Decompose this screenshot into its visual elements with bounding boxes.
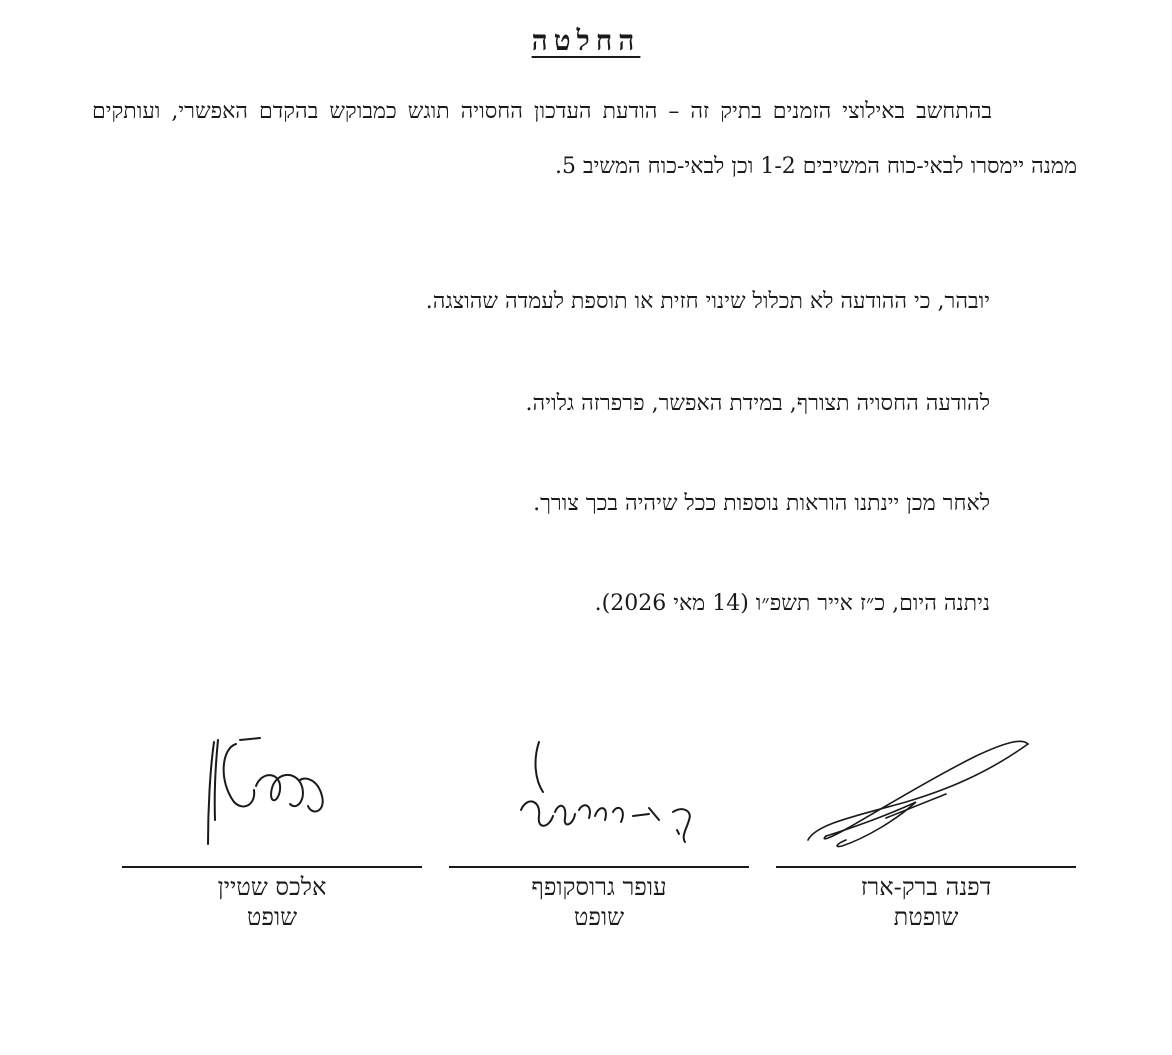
paragraph-further-instructions: לאחר מכן יינתנו הוראות נוספות ככל שיהיה בכך צורך.	[533, 491, 990, 516]
signer-name: אלכס שטיין	[217, 873, 327, 901]
signer-name: עופר גרוסקופף	[531, 873, 667, 901]
signature-line	[449, 866, 749, 868]
signature-line	[122, 866, 422, 868]
paragraph-main-text: בהתחשב באילוצי הזמנים בתיק זה – הודעת העדכון החסויה תוגש כמבוקש בהקדם האפשרי, ועותקים ממנה יימסרו לבאי-כוח המשיבים 1-2 וכן לבאי-כוח המשיב 5.	[92, 99, 1077, 179]
signature-block-stein	[122, 720, 422, 940]
signature-line	[776, 866, 1076, 868]
signer-title: שופט	[246, 903, 298, 931]
paragraph-main	[92, 84, 1077, 194]
signer-title: שופטת	[893, 903, 959, 931]
signature-block-barak-erez	[776, 720, 1076, 940]
paragraph-paraphrase: להודעה החסויה תצורף, במידת האפשר, פרפרזה גלויה.	[525, 391, 990, 416]
signer-name: דפנה ברק-ארז	[860, 873, 992, 901]
document-title: החלטה	[531, 24, 641, 57]
paragraph-date-given: ניתנה היום, כ״ז אייר תשפ״ו (14 מאי 2026).	[594, 591, 990, 616]
signature-block-grosskopf	[449, 720, 749, 940]
handwritten-signature-barak-erez	[776, 720, 1076, 860]
signer-title: שופט	[573, 903, 625, 931]
handwritten-signature-grosskopf	[449, 720, 749, 860]
paragraph-clarification: יובהר, כי ההודעה לא תכלול שינוי חזית או תוספת לעמדה שהוצגה.	[425, 289, 990, 314]
handwritten-signature-stein	[122, 720, 422, 860]
